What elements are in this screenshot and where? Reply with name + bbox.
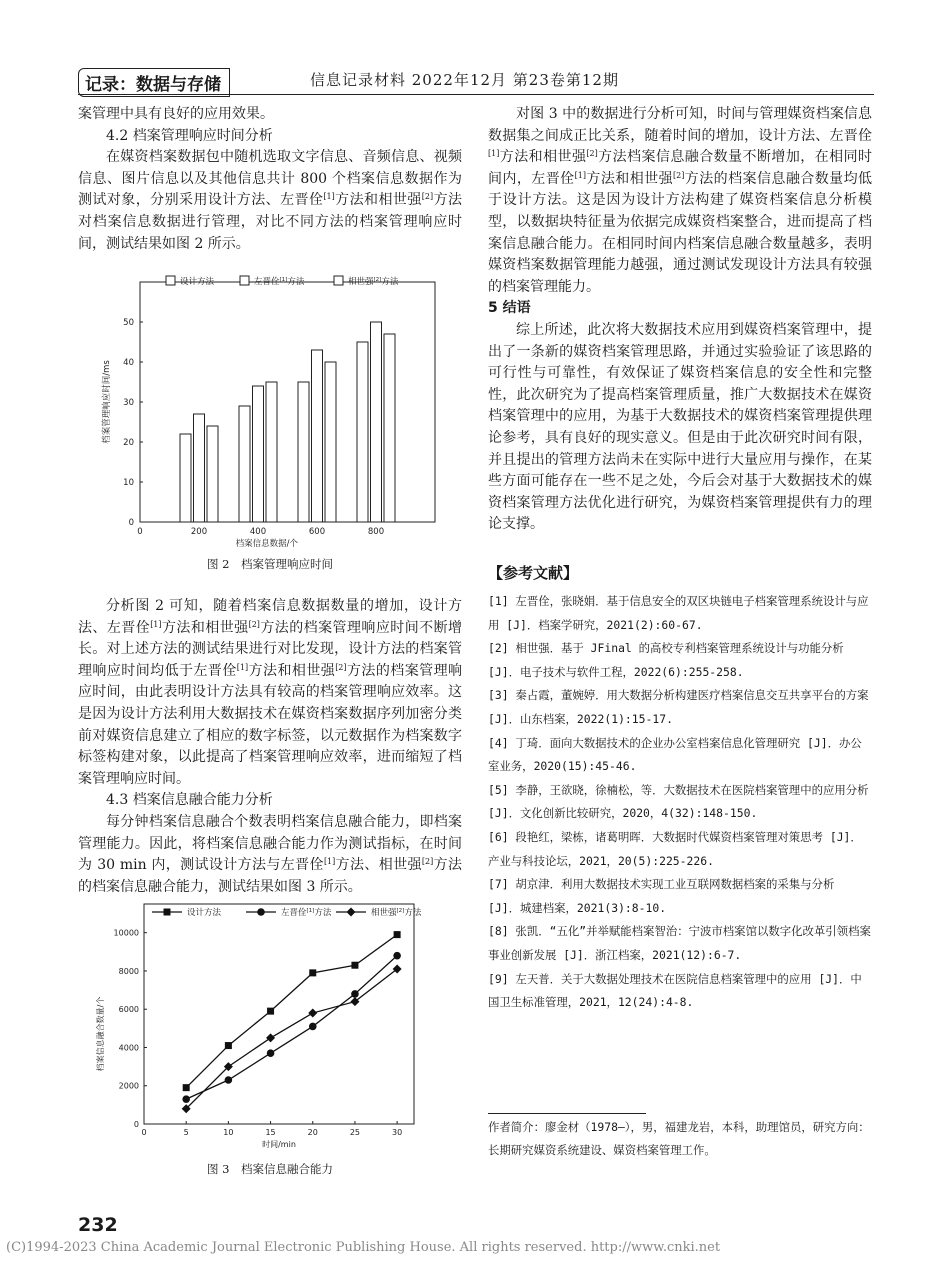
data-point (267, 1008, 274, 1015)
data-point (351, 962, 358, 969)
legend-marker (164, 909, 171, 916)
heading-4-3: 4.3 档案信息融合能力分析 (106, 792, 273, 809)
y-axis-label: 档案信息融合数量/个 (96, 996, 105, 1072)
bar (266, 382, 277, 522)
paragraph-conclusion: 综上所述，此次将大数据技术应用到媒资档案管理中，提出了一条新的媒资档案管理思路，并通过实验验证了该思路的可行性与可靠性，有效保证了媒资档案信息的安全性和完整性，此次研究为了提高档案管理质量，推广大数据技术在媒资档案管理中的应用，为基于大数据技术的媒资档案管理提供理论参考，具有良好的现实意义。但是由于此次研究时间有限，并且提出的管理方法尚未在实际中进行大量应用与操作，在某些方面可能存在一些不足之处，今后会对基于大数据技术的媒资档案管理方法优化进行研究，为媒资档案管理提供有力的理论支撑。 (488, 321, 872, 533)
y-tick-label: 10 (123, 478, 134, 488)
bar (239, 406, 250, 522)
legend-label: 左晋佺[1]方法 (254, 277, 305, 287)
y-tick-label: 0 (133, 1120, 139, 1129)
x-tick-label: 0 (137, 527, 143, 537)
y-tick-label: 50 (123, 318, 134, 328)
bar (298, 382, 309, 522)
x-tick-label: 30 (392, 1128, 403, 1137)
y-tick-label: 6000 (118, 1005, 139, 1015)
heading-4-2: 4.2 档案管理响应时间分析 (106, 127, 273, 144)
data-point (393, 952, 401, 960)
left-column-top (78, 104, 462, 255)
legend-marker (347, 908, 356, 917)
page-number: 232 (78, 1214, 118, 1236)
author-bio: 作者简介：廖金材（1978—），男，福建龙岩，本科，助理馆员，研究方向：长期研究媒资系统建设、媒资档案管理工作。 (488, 1120, 870, 1157)
paragraph-4-2: 在媒资档案数据包中随机选取文字信息、音频信息、视频信息、图片信息以及其他信息共计 800 个档案信息数据作为测试对象，分别采用设计方法、左晋佺[1]方法和相世强[2]方法对档案信息数据进行管理，对比不同方法的档案管理响应时间，测试结果如图 2 所示。 (78, 149, 463, 252)
legend-swatch (240, 276, 249, 285)
legend-label: 相世强[2]方法 (348, 277, 399, 287)
section-tag: 记录：数据与存储 (78, 68, 230, 97)
references-title: 【参考文献】 (488, 564, 579, 582)
reference-item: [8] 张凯．“五化”并举赋能档案智治：宁波市档案馆以数字化改革引领档案事业创新发展 [J]．浙江档案，2021(12):6-7. (488, 924, 871, 962)
paragraph-fig3-analysis: 对图 3 中的数据进行分析可知，时间与管理媒资档案信息数据集之间成正比关系，随着时间的增加，设计方法、左晋佺[1]方法和相世强[2]方法档案信息融合数量不断增加，在相同时间内，左晋佺[1]方法和相世强[2]方法的档案信息融合数量均低于设计方法。这是因为设计方法构建了媒资档案信息分析模型，以数据块特征量为依据完成媒资档案整合，进而提高了档案信息融合能力。在相同时间内档案信息融合数量越多，表明媒资档案数据管理能力越强，通过测试发现设计方法具有较强的档案管理能力。 (488, 106, 873, 295)
y-tick-label: 0 (128, 518, 134, 528)
data-point (182, 1095, 190, 1103)
data-point (183, 1084, 190, 1091)
figure-2-caption: 图 2 档案管理响应时间 (207, 557, 333, 571)
bar (180, 434, 191, 522)
x-tick-label: 200 (190, 527, 208, 537)
data-point (267, 1049, 275, 1057)
legend-label: 设计方法 (187, 908, 222, 918)
header-rule (78, 94, 874, 95)
data-point (225, 1076, 233, 1084)
bar (194, 414, 205, 522)
series-line (186, 969, 397, 1109)
x-tick-label: 5 (183, 1128, 189, 1137)
reference-item: [1] 左晋佺，张晓娟．基于信息安全的双区块链电子档案管理系统设计与应用 [J]．档案学研究，2021(2):60-67. (488, 594, 869, 632)
reference-item: [6] 段艳红，梁栋，诸葛明晖．大数据时代媒资档案管理对策思考 [J]．产业与科技论坛，2021，20(5):225-226. (488, 829, 862, 868)
x-tick-label: 800 (367, 527, 385, 537)
data-point (309, 1023, 317, 1031)
legend-swatch (166, 276, 175, 285)
reference-item: [4] 丁琦．面向大数据技术的企业办公室档案信息化管理研究 [J]．办公室业务，2020(15):45-46. (488, 735, 862, 774)
legend-label: 左晋佺[1]方法 (281, 908, 332, 918)
figure-3-caption: 图 3 档案信息融合能力 (207, 1162, 333, 1176)
y-tick-label: 10000 (113, 928, 139, 938)
x-axis-label: 时间/min (262, 1140, 296, 1149)
reference-item: [9] 左天普．关于大数据处理技术在医院信息档案管理中的应用 [J]．中国卫生标准管理，2021，12(24):4-8. (488, 971, 862, 1010)
data-point (266, 1033, 275, 1042)
bio-rule (488, 1113, 646, 1114)
bar (207, 426, 218, 522)
x-tick-label: 15 (265, 1128, 276, 1137)
paragraph-4-3: 每分钟档案信息融合个数表明档案信息融合能力，即档案管理能力。因此，将档案信息融合能力作为测试指标，在时间为 30 min 内，测试设计方法与左晋佺[1]方法、相世强[2]方法的档案信息融合能力，测试结果如图 3 所示。 (78, 813, 462, 895)
reference-item: [7] 胡京津．利用大数据技术实现工业互联网数据档案的采集与分析 [J]．城建档案，2021(3):8-10. (488, 877, 835, 915)
intro-tail: 案管理中具有良好的应用效果。 (78, 106, 274, 122)
y-tick-label: 40 (123, 358, 134, 368)
y-axis-label: 档案管理响应时间/ms (102, 360, 112, 444)
figure-3-line-chart (92, 900, 437, 1155)
bar (384, 334, 395, 522)
data-point (351, 990, 359, 998)
x-tick-label: 600 (308, 527, 326, 537)
heading-5: 5 结语 (488, 300, 531, 317)
paragraph-fig2-analysis: 分析图 2 可知，随着档案信息数据数量的增加，设计方法、左晋佺[1]方法和相世强[2]方法的档案管理响应时间不断增长。对上述方法的测试结果进行对比发现，设计方法的档案管理响应时间均低于左晋佺[1]方法和相世强[2]方法的档案管理响应时间，由此表明设计方法具有较高的档案管理响应效率。这是因为设计方法利用大数据技术在媒资档案数据序列加密分类前对媒资信息建立了相应的数字标签，以元数据作为档案数字标签构建对象，以此提高了档案管理响应效率，进而缩短了档案管理响应时间。 (78, 598, 463, 787)
bar (253, 386, 264, 522)
x-tick-label: 0 (141, 1128, 147, 1137)
data-point (309, 969, 316, 976)
right-column (488, 104, 872, 536)
legend-label: 相世强[2]方法 (371, 908, 422, 918)
x-tick-label: 25 (349, 1128, 361, 1137)
bar (312, 350, 323, 522)
left-column-middle (78, 596, 462, 898)
bar (325, 362, 336, 522)
reference-item: [2] 相世强．基于 JFinal 的高校专利档案管理系统设计与功能分析 [J]．电子技术与软件工程，2022(6):255-258. (488, 641, 844, 679)
reference-item: [3] 秦占霞，董婉婷．用大数据分析构建医疗档案信息交互共享平台的方案 [J]．山东档案，2022(1):15-17. (488, 688, 869, 726)
y-tick-label: 4000 (118, 1043, 139, 1053)
legend-label: 设计方法 (180, 277, 215, 287)
figure-2-bar-chart (100, 270, 445, 550)
bar (357, 342, 368, 522)
reference-item: [5] 李静，王欲晓，徐楠松，等．大数据技术在医院档案管理中的应用分析 [J]．文化创新比较研究，2020，4(32):148-150. (488, 782, 869, 821)
data-point (308, 1009, 317, 1018)
data-point (394, 931, 401, 938)
references-list (488, 590, 872, 1015)
x-axis-label: 档案信息数据/个 (235, 539, 299, 549)
y-tick-label: 30 (123, 398, 134, 408)
data-point (225, 1042, 232, 1049)
y-tick-label: 8000 (118, 966, 139, 976)
x-tick-label: 400 (249, 527, 267, 537)
y-tick-label: 2000 (118, 1081, 139, 1091)
y-tick-label: 20 (123, 438, 134, 448)
copyright-footer: (C)1994-2023 China Academic Journal Electronic Publishing House. All rights reserved. http://www.cnki.net (6, 1240, 721, 1255)
legend-marker (257, 908, 265, 916)
x-tick-label: 10 (223, 1128, 234, 1137)
bar (371, 322, 382, 522)
journal-line: 信息记录材料 2022年12月 第23卷第12期 (310, 71, 619, 89)
legend-swatch (334, 276, 343, 285)
x-tick-label: 20 (307, 1128, 318, 1137)
series-line (186, 935, 397, 1088)
